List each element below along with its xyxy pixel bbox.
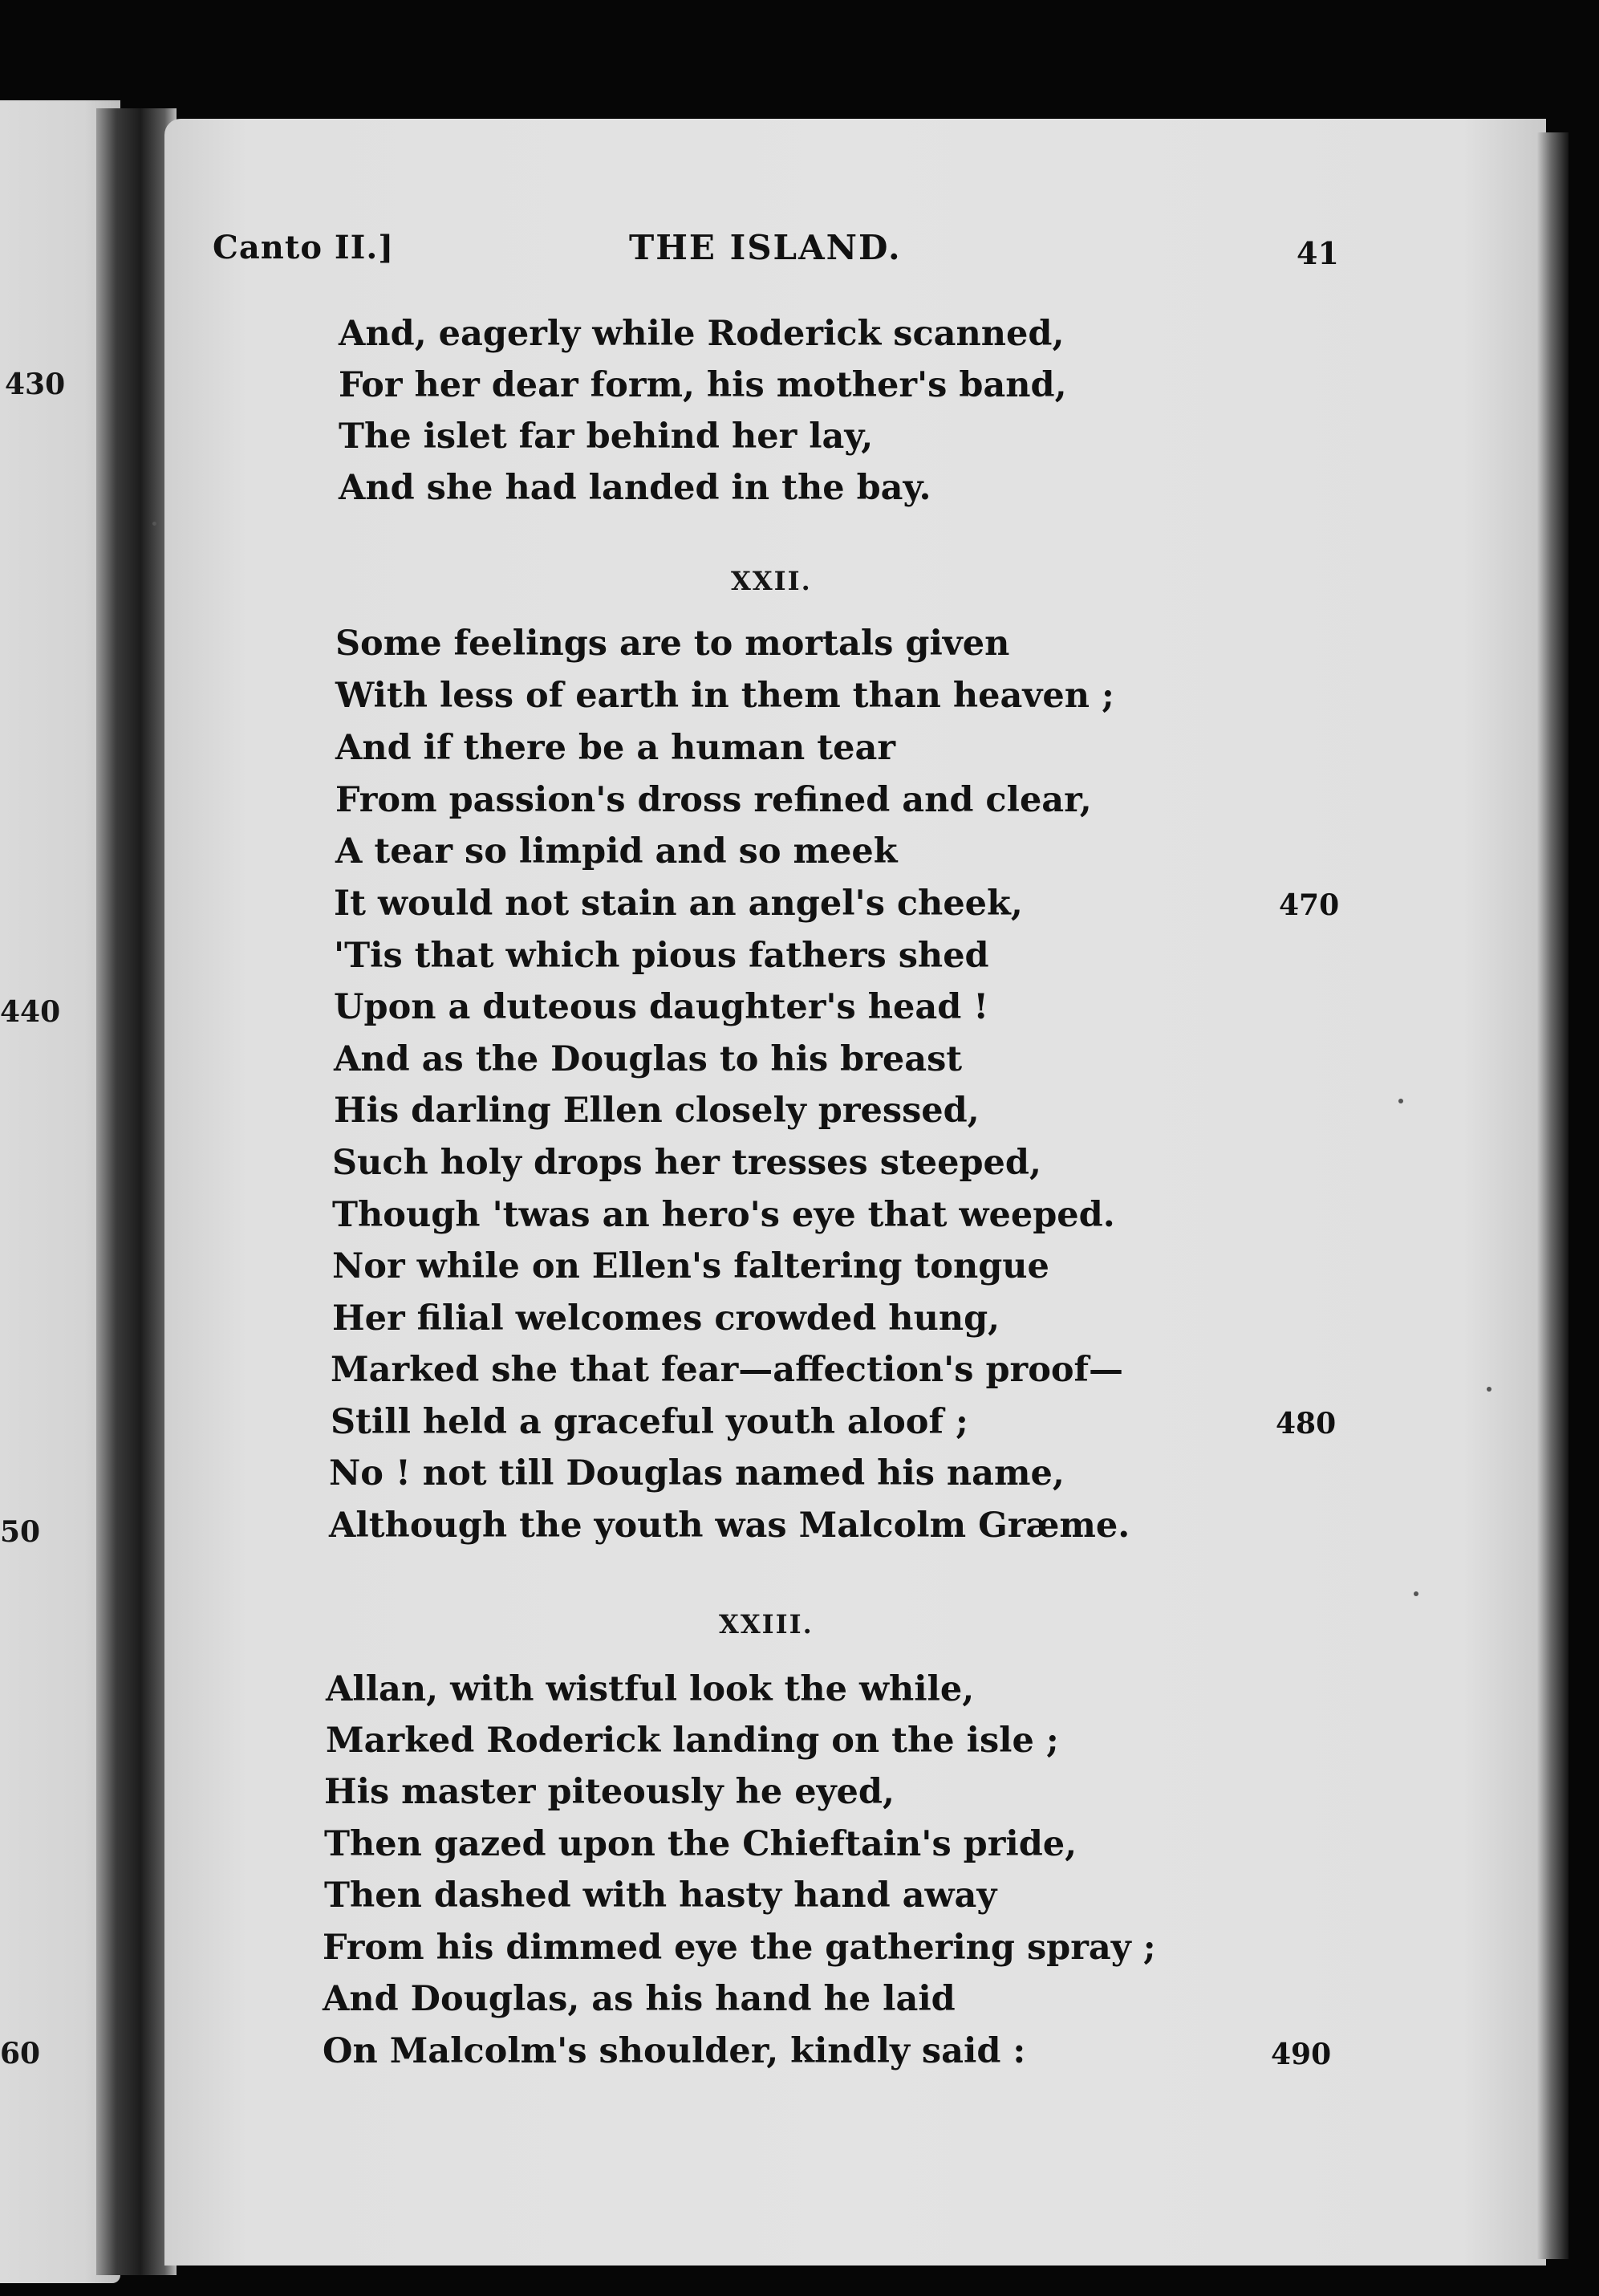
verse-line: For her dear form, his mother's band, bbox=[339, 365, 1067, 405]
verse-line: And she had landed in the bay. bbox=[339, 468, 931, 508]
left-page-line-number: 50 bbox=[0, 1515, 41, 1549]
verse-line: And as the Douglas to his breast bbox=[334, 1039, 963, 1079]
verse-line: Marked Roderick landing on the isle ; bbox=[326, 1721, 1059, 1761]
verse-line: A tear so limpid and so meek bbox=[335, 831, 898, 872]
verse-line: And if there be a human tear bbox=[335, 728, 896, 768]
running-head-canto: Canto II.] bbox=[213, 229, 395, 266]
verse-line: Such holy drops her tresses steeped, bbox=[332, 1143, 1041, 1183]
verse-line: On Malcolm's shoulder, kindly said : bbox=[323, 2031, 1026, 2071]
scan-speck bbox=[152, 522, 156, 526]
scan-speck bbox=[1414, 1591, 1418, 1596]
left-page-line-number: 60 bbox=[0, 2037, 41, 2070]
verse-line: Marked she that fear—affection's proof— bbox=[331, 1350, 1124, 1390]
verse-line: Then dashed with hasty hand away bbox=[324, 1875, 997, 1916]
verse-line: Although the youth was Malcolm Græme. bbox=[329, 1506, 1130, 1546]
verse-line: And, eagerly while Roderick scanned, bbox=[339, 314, 1065, 354]
stanza-heading: XXIII. bbox=[719, 1609, 814, 1640]
page-right-edge-shadow bbox=[1536, 132, 1569, 2259]
verse-line: With less of earth in them than heaven ; bbox=[335, 676, 1114, 716]
verse-line: From his dimmed eye the gathering spray ; bbox=[323, 1928, 1156, 1968]
verse-line: Still held a graceful youth aloof ; bbox=[331, 1402, 968, 1442]
scan-speck bbox=[1398, 1099, 1403, 1103]
verse-line: It would not stain an angel's cheek, bbox=[334, 884, 1023, 924]
verse-line: Then gazed upon the Chieftain's pride, bbox=[324, 1824, 1077, 1864]
scan-speck bbox=[1487, 1387, 1491, 1392]
line-number: 480 bbox=[1276, 1407, 1337, 1441]
verse-line: Upon a duteous daughter's head ! bbox=[334, 987, 989, 1027]
verse-line: 'Tis that which pious fathers shed bbox=[334, 936, 989, 976]
verse-line: Allan, with wistful look the while, bbox=[326, 1669, 975, 1709]
page-number: 41 bbox=[1297, 235, 1339, 271]
running-head-title: THE ISLAND. bbox=[629, 228, 902, 267]
verse-line: From passion's dross refined and clear, bbox=[335, 780, 1092, 820]
stanza-heading: XXII. bbox=[731, 566, 812, 596]
verse-line: And Douglas, as his hand he laid bbox=[323, 1979, 956, 2019]
verse-line: Though 'twas an hero's eye that weeped. bbox=[332, 1195, 1115, 1235]
verse-line: No ! not till Douglas named his name, bbox=[329, 1453, 1065, 1493]
verse-line: The islet far behind her lay, bbox=[339, 417, 874, 457]
verse-line: His master piteously he eyed, bbox=[324, 1772, 895, 1812]
verse-line: Nor while on Ellen's faltering tongue bbox=[332, 1246, 1049, 1286]
left-page-line-number: 440 bbox=[0, 995, 61, 1029]
verse-line: His darling Ellen closely pressed, bbox=[334, 1091, 980, 1131]
line-number: 490 bbox=[1271, 2038, 1332, 2071]
verse-line: Her filial welcomes crowded hung, bbox=[332, 1298, 1000, 1339]
line-number: 470 bbox=[1279, 888, 1340, 922]
left-page-line-number: 430 bbox=[5, 368, 66, 401]
verse-line: Some feelings are to mortals given bbox=[335, 624, 1010, 664]
